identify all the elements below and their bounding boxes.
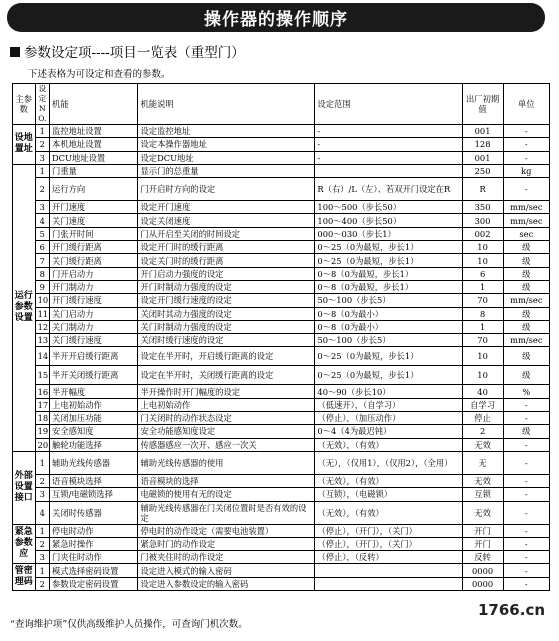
cell-default: 无 — [462, 451, 503, 474]
cell-unit: - — [503, 577, 549, 590]
table-row — [13, 474, 550, 487]
cell-unit: 级 — [503, 241, 549, 254]
cell-no: 3 — [35, 488, 49, 501]
cell-unit: - — [503, 488, 549, 501]
cell-default: 70 — [462, 294, 503, 307]
cell-explain: 传感器感应一次开、感应一次关 — [138, 438, 315, 451]
col-header-unit: 单位 — [503, 84, 549, 125]
cell-no: 3 — [35, 201, 49, 214]
cell-function: 开门制动力 — [50, 280, 138, 293]
cell-default: 002 — [462, 227, 503, 240]
cell-no: 20 — [35, 438, 49, 451]
table-row — [13, 307, 550, 320]
cell-explain: 设定开门缓行速度的设定 — [138, 294, 315, 307]
cell-unit: 级 — [503, 366, 549, 385]
cell-unit: - — [503, 151, 549, 164]
table-row — [13, 347, 550, 366]
cell-default: R — [462, 178, 503, 201]
cell-range: 0～25（0为最短，步长1） — [315, 347, 462, 366]
table-row — [13, 164, 550, 177]
cell-range: 50～100（步长5） — [315, 334, 462, 347]
cell-function: 关门制动力 — [50, 320, 138, 333]
cell-range: 0～8（0为最短，步长1） — [315, 280, 462, 293]
table-row — [13, 564, 550, 577]
table-row — [13, 488, 550, 501]
cell-explain: 电磁锁的使用有无的设定 — [138, 488, 315, 501]
cell-range: 0～8（0为最小） — [315, 307, 462, 320]
cell-no: 2 — [35, 474, 49, 487]
cell-default: 无效 — [462, 501, 503, 524]
cell-default: 0000 — [462, 564, 503, 577]
cell-no: 11 — [35, 307, 49, 320]
cell-function: 模式选择密码设置 — [50, 564, 138, 577]
cell-no: 1 — [35, 125, 49, 138]
cell-default: 250 — [462, 164, 503, 177]
cell-range: （互锁），（电磁锁） — [315, 488, 462, 501]
table-row — [13, 178, 550, 201]
cell-no: 3 — [35, 151, 49, 164]
cell-function: DCU地址设置 — [50, 151, 138, 164]
cell-unit: mm/sec — [503, 294, 549, 307]
cell-explain: 设定本操作器地址 — [138, 138, 315, 151]
cell-unit: mm/sec — [503, 214, 549, 227]
cell-explain: 安全功能感知度设定 — [138, 425, 315, 438]
cell-explain: 关闭时其动力强度的设定 — [138, 307, 315, 320]
cell-no: 13 — [35, 334, 49, 347]
cell-explain: 设定开门速度 — [138, 201, 315, 214]
cell-no: 4 — [35, 214, 49, 227]
cell-default: 1 — [462, 280, 503, 293]
cell-unit: kg — [503, 164, 549, 177]
cell-explain: 停电时的动作设定（需要电池装置） — [138, 524, 315, 537]
table-body — [13, 125, 550, 591]
cell-default: 10 — [462, 347, 503, 366]
cell-range: 0～8（0为最小） — [315, 320, 462, 333]
cell-range: 0～4（4为最迟钝） — [315, 425, 462, 438]
cell-unit: - — [503, 524, 549, 537]
cell-explain: 设定关闭速度 — [138, 214, 315, 227]
cell-function: 关门缓行距离 — [50, 254, 138, 267]
table-row — [13, 294, 550, 307]
group-label: 紧急参数应 — [13, 524, 36, 564]
cell-range: （无效），（有效） — [315, 438, 462, 451]
cell-default: 001 — [462, 125, 503, 138]
cell-default: 互锁 — [462, 488, 503, 501]
cell-no: 9 — [35, 280, 49, 293]
cell-function: 半开开启缓行距离 — [50, 347, 138, 366]
table-row — [13, 366, 550, 385]
cell-function: 本机地址设置 — [50, 138, 138, 151]
cell-function: 触轮功能选择 — [50, 438, 138, 451]
cell-no: 2 — [35, 178, 49, 201]
cell-unit: % — [503, 385, 549, 398]
table-row — [13, 577, 550, 590]
cell-range: - — [315, 138, 462, 151]
cell-default: 无效 — [462, 438, 503, 451]
table-row — [13, 438, 550, 451]
cell-explain: 设定关门时的缓行距离 — [138, 254, 315, 267]
group-label: 设地置址 — [13, 125, 36, 165]
site-watermark: 1766.cn — [478, 601, 546, 619]
cell-explain: 关闭时缓行速度的设定 — [138, 334, 315, 347]
cell-range: （无效），（有效） — [315, 474, 462, 487]
cell-default: 10 — [462, 241, 503, 254]
cell-range: 0～25（0为最短，步长1） — [315, 254, 462, 267]
cell-unit: - — [503, 501, 549, 524]
cell-default: 40 — [462, 385, 503, 398]
cell-explain: 紧急时门的动作设定 — [138, 537, 315, 550]
cell-function: 运行方向 — [50, 178, 138, 201]
table-row — [13, 151, 550, 164]
section-heading — [10, 41, 245, 61]
col-header-explain: 机能说明 — [138, 84, 315, 125]
cell-default: 10 — [462, 366, 503, 385]
cell-default: 350 — [462, 201, 503, 214]
group-label: 外部设置接口 — [13, 451, 36, 524]
cell-explain: 开门时制动力强度的设定 — [138, 280, 315, 293]
cell-no: 12 — [35, 320, 49, 333]
table-row — [13, 241, 550, 254]
cell-no: 19 — [35, 425, 49, 438]
cell-function: 辅助光线传感器 — [50, 451, 138, 474]
cell-function: 开门缓行速度 — [50, 294, 138, 307]
cell-range: （停止），（开门），（关门） — [315, 524, 462, 537]
cell-function: 门重量 — [50, 164, 138, 177]
cell-default: 1 — [462, 320, 503, 333]
cell-explain: 设定进入参数设定的输入密码 — [138, 577, 315, 590]
cell-default: 300 — [462, 214, 503, 227]
cell-no: 1 — [35, 164, 49, 177]
cell-unit: - — [503, 451, 549, 474]
cell-function: 关闭加压功能 — [50, 412, 138, 425]
cell-function: 关门缓行速度 — [50, 334, 138, 347]
cell-range: 40～90（步长10） — [315, 385, 462, 398]
cell-explain: 辅助光线传感器在门关闭位置时是否有效的设定 — [138, 501, 315, 524]
table-row — [13, 425, 550, 438]
cell-explain: 上电初始动作 — [138, 398, 315, 411]
cell-no: 6 — [35, 241, 49, 254]
col-header-group: 主参数 — [13, 84, 36, 125]
cell-range: （停止），（加压动作） — [315, 412, 462, 425]
cell-explain: 设定进入模式的输入密码 — [138, 564, 315, 577]
cell-unit: 级 — [503, 320, 549, 333]
cell-explain: 语音模块的选择 — [138, 474, 315, 487]
cell-no: 2 — [35, 577, 49, 590]
cell-function: 关门速度 — [50, 214, 138, 227]
col-header-default: 出厂初期值 — [462, 84, 503, 125]
square-bullet-icon — [10, 47, 20, 57]
table-row — [13, 501, 550, 524]
cell-default: 6 — [462, 267, 503, 280]
cell-no: 16 — [35, 385, 49, 398]
table-row — [13, 280, 550, 293]
cell-unit: - — [503, 537, 549, 550]
cell-unit: 级 — [503, 267, 549, 280]
cell-no: 1 — [35, 524, 49, 537]
table-row — [13, 201, 550, 214]
cell-unit: mm/sec — [503, 201, 549, 214]
page-title: 操作器的操作顺序 — [204, 10, 348, 30]
cell-function: 上电初始动作 — [50, 398, 138, 411]
cell-default: 无效 — [462, 474, 503, 487]
group-label: 管密理码 — [13, 564, 36, 591]
cell-range: 0～25（0为最短，步长1） — [315, 366, 462, 385]
cell-unit: 级 — [503, 307, 549, 320]
cell-function: 监控地址设置 — [50, 125, 138, 138]
table-header-row — [13, 84, 550, 125]
cell-function: 门张开时间 — [50, 227, 138, 240]
cell-no: 4 — [35, 501, 49, 524]
cell-explain: 关门时制动力强度的设定 — [138, 320, 315, 333]
cell-range — [315, 564, 462, 577]
col-header-function: 机能 — [50, 84, 138, 125]
cell-function: 半开幅度 — [50, 385, 138, 398]
table-row — [13, 537, 550, 550]
section-title: 参数设定项----项目一览表（重型门） — [24, 45, 245, 61]
cell-unit: 级 — [503, 254, 549, 267]
table-row — [13, 334, 550, 347]
cell-explain: 设定监控地址 — [138, 125, 315, 138]
col-header-range: 设定范围 — [315, 84, 462, 125]
cell-default: 0000 — [462, 577, 503, 590]
table-row — [13, 125, 550, 138]
cell-no: 1 — [35, 451, 49, 474]
cell-default: 开门 — [462, 524, 503, 537]
cell-range: （低速开），（自学习） — [315, 398, 462, 411]
cell-no: 17 — [35, 398, 49, 411]
cell-explain: 设定在半开时，开启缓行距离的设定 — [138, 347, 315, 366]
parameter-table — [12, 83, 550, 591]
cell-range: 50～100（步长5） — [315, 294, 462, 307]
cell-no: 10 — [35, 294, 49, 307]
cell-no: 3 — [35, 551, 49, 564]
col-header-no: 设定NO. — [35, 84, 49, 125]
cell-unit: - — [503, 398, 549, 411]
cell-function: 参数设定密码设置 — [50, 577, 138, 590]
cell-default: 停止 — [462, 412, 503, 425]
cell-no: 18 — [35, 412, 49, 425]
table-row — [13, 551, 550, 564]
cell-unit: 级 — [503, 280, 549, 293]
cell-unit: - — [503, 178, 549, 201]
table-row — [13, 138, 550, 151]
table-row — [13, 254, 550, 267]
table-row — [13, 524, 550, 537]
cell-range: 100～400（步长50） — [315, 214, 462, 227]
cell-function: 门夹住时动作 — [50, 551, 138, 564]
cell-function: 关门启动力 — [50, 307, 138, 320]
cell-function: 语音模块选择 — [50, 474, 138, 487]
cell-function: 停电时动作 — [50, 524, 138, 537]
cell-default: 2 — [462, 425, 503, 438]
table-row — [13, 267, 550, 280]
cell-range: （无效），（有效） — [315, 501, 462, 524]
cell-unit: - — [503, 412, 549, 425]
cell-unit: sec — [503, 227, 549, 240]
cell-range: R（右）/L（左）、若双开门设定在R — [315, 178, 462, 201]
cell-unit: - — [503, 438, 549, 451]
group-label: 运行参数设置 — [13, 164, 36, 451]
cell-function: 互锁/电磁锁选择 — [50, 488, 138, 501]
cell-no: 1 — [35, 564, 49, 577]
table-row — [13, 385, 550, 398]
cell-function: 关闭时传感器 — [50, 501, 138, 524]
cell-explain: 门关闭时的动作状态设定 — [138, 412, 315, 425]
cell-explain: 门被夹住时的动作设定 — [138, 551, 315, 564]
cell-range: 000～030（步长1） — [315, 227, 462, 240]
cell-range — [315, 164, 462, 177]
table-row — [13, 320, 550, 333]
cell-default: 8 — [462, 307, 503, 320]
footer-note: “查询维护项”仅供高级维护人员操作，可查询门机次数。 — [10, 619, 248, 630]
cell-no: 5 — [35, 227, 49, 240]
table-row — [13, 451, 550, 474]
cell-no: 14 — [35, 347, 49, 366]
cell-default: 开门 — [462, 537, 503, 550]
cell-explain: 门从开启至关闭的时间设定 — [138, 227, 315, 240]
cell-unit: - — [503, 564, 549, 577]
table-row — [13, 412, 550, 425]
table-row — [13, 227, 550, 240]
cell-range: - — [315, 151, 462, 164]
cell-default: 自学习 — [462, 398, 503, 411]
cell-explain: 显示门的总重量 — [138, 164, 315, 177]
cell-no: 8 — [35, 267, 49, 280]
cell-no: 7 — [35, 254, 49, 267]
cell-unit: 级 — [503, 347, 549, 366]
cell-explain: 开门启动力强度的设定 — [138, 267, 315, 280]
cell-explain: 设定在半开时，关闭缓行距离的设定 — [138, 366, 315, 385]
cell-range — [315, 577, 462, 590]
cell-range: - — [315, 125, 462, 138]
cell-function: 门开启动力 — [50, 267, 138, 280]
cell-no: 15 — [35, 366, 49, 385]
cell-no: 2 — [35, 138, 49, 151]
cell-default: 70 — [462, 334, 503, 347]
cell-explain: 设定DCU地址 — [138, 151, 315, 164]
cell-default: 反转 — [462, 551, 503, 564]
cell-default: 128 — [462, 138, 503, 151]
table-row — [13, 398, 550, 411]
cell-range: 100～500（步长50） — [315, 201, 462, 214]
table-row — [13, 214, 550, 227]
cell-explain: 半开操作时开门幅度的设定 — [138, 385, 315, 398]
cell-function: 开门缓行距离 — [50, 241, 138, 254]
table-description: 下述表格为可设定和查看的参数。 — [28, 69, 171, 80]
cell-range: （停止），（开门），（关门） — [315, 537, 462, 550]
cell-range: 0～8（0为最短，步长1） — [315, 267, 462, 280]
cell-no: 2 — [35, 537, 49, 550]
cell-default: 001 — [462, 151, 503, 164]
cell-function: 安全感知度 — [50, 425, 138, 438]
cell-function: 开门速度 — [50, 201, 138, 214]
cell-unit: - — [503, 474, 549, 487]
cell-unit: 级 — [503, 425, 549, 438]
cell-unit: - — [503, 551, 549, 564]
cell-explain: 设定开门时的缓行距离 — [138, 241, 315, 254]
cell-explain: 辅助光线传感器的使用 — [138, 451, 315, 474]
cell-range: 0～25（0为最短，步长1） — [315, 241, 462, 254]
cell-function: 紧急时操作 — [50, 537, 138, 550]
cell-unit: - — [503, 125, 549, 138]
cell-function: 半开关闭缓行距离 — [50, 366, 138, 385]
page-title-banner — [7, 3, 545, 32]
cell-unit: mm/sec — [503, 334, 549, 347]
cell-default: 10 — [462, 254, 503, 267]
cell-range: （无），（仅用1），（仅用2），（全用） — [315, 451, 462, 474]
cell-explain: 门开启时方向的设定 — [138, 178, 315, 201]
cell-range: （停止），（反转） — [315, 551, 462, 564]
cell-unit: - — [503, 138, 549, 151]
